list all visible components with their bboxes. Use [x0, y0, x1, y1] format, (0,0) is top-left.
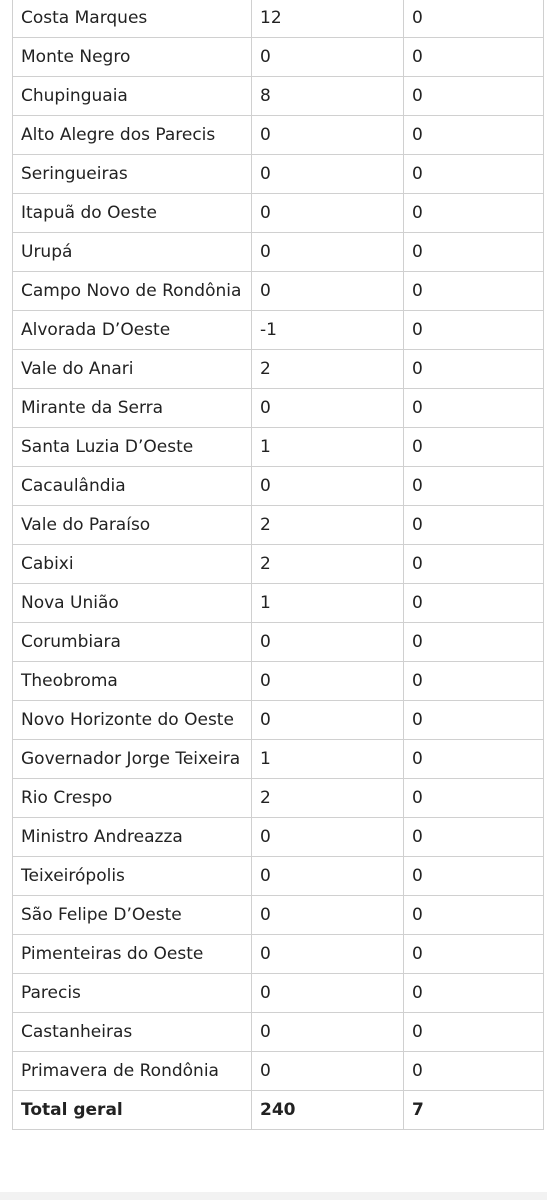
- value-b-cell: 0: [404, 350, 544, 389]
- value-a-cell: 8: [252, 77, 404, 116]
- table-row: [13, 584, 544, 623]
- municipality-cell: Alvorada D’Oeste: [13, 311, 252, 350]
- value-b-cell: 0: [404, 77, 544, 116]
- table-row: [13, 0, 544, 38]
- table-row: [13, 623, 544, 662]
- table-row: [13, 1052, 544, 1091]
- value-b-cell: 0: [404, 155, 544, 194]
- value-a-cell: 0: [252, 194, 404, 233]
- municipality-cell: Seringueiras: [13, 155, 252, 194]
- table-row: [13, 662, 544, 701]
- value-a-cell: 0: [252, 857, 404, 896]
- value-b-cell: 0: [404, 38, 544, 77]
- value-a-cell: 0: [252, 233, 404, 272]
- municipality-cell: São Felipe D’Oeste: [13, 896, 252, 935]
- value-a-cell: 1: [252, 584, 404, 623]
- value-b-cell: 0: [404, 896, 544, 935]
- table-row: [13, 974, 544, 1013]
- value-b-cell: 0: [404, 1013, 544, 1052]
- value-a-cell: 2: [252, 350, 404, 389]
- value-a-cell: 1: [252, 428, 404, 467]
- value-a-cell: 1: [252, 740, 404, 779]
- table-row: [13, 194, 544, 233]
- value-b-cell: 0: [404, 662, 544, 701]
- municipality-cell: Parecis: [13, 974, 252, 1013]
- value-b-cell: 0: [404, 116, 544, 155]
- value-b-cell: 0: [404, 935, 544, 974]
- value-a-cell: 0: [252, 623, 404, 662]
- table-row: [13, 38, 544, 77]
- table-row: [13, 467, 544, 506]
- municipality-cell: Primavera de Rondônia: [13, 1052, 252, 1091]
- table-row: [13, 818, 544, 857]
- municipality-cell: Rio Crespo: [13, 779, 252, 818]
- table-row: [13, 233, 544, 272]
- value-b-cell: 0: [404, 0, 544, 38]
- municipality-cell: Campo Novo de Rondônia: [13, 272, 252, 311]
- table-row: [13, 545, 544, 584]
- municipality-table: [12, 0, 544, 1130]
- value-a-cell: 0: [252, 1013, 404, 1052]
- municipality-cell: Chupinguaia: [13, 77, 252, 116]
- municipality-cell: Novo Horizonte do Oeste: [13, 701, 252, 740]
- municipality-cell: Cabixi: [13, 545, 252, 584]
- table-row: [13, 77, 544, 116]
- value-b-cell: 0: [404, 701, 544, 740]
- value-b-cell: 0: [404, 623, 544, 662]
- municipality-cell: Vale do Paraíso: [13, 506, 252, 545]
- table-row: [13, 389, 544, 428]
- table-row: [13, 428, 544, 467]
- municipality-cell: Ministro Andreazza: [13, 818, 252, 857]
- table-row: [13, 506, 544, 545]
- value-b-cell: 0: [404, 584, 544, 623]
- value-b-cell: 0: [404, 857, 544, 896]
- table-row: [13, 935, 544, 974]
- value-b-cell: 0: [404, 428, 544, 467]
- value-b-cell: 0: [404, 818, 544, 857]
- municipality-cell: Pimenteiras do Oeste: [13, 935, 252, 974]
- municipality-cell: Teixeirópolis: [13, 857, 252, 896]
- table-row: [13, 311, 544, 350]
- value-b-cell: 0: [404, 740, 544, 779]
- table-total-row: [13, 1091, 544, 1130]
- table-row: [13, 740, 544, 779]
- value-b-cell: 0: [404, 1052, 544, 1091]
- value-a-cell: 0: [252, 389, 404, 428]
- value-a-cell: 0: [252, 155, 404, 194]
- table-body: [13, 0, 544, 1130]
- municipality-cell: Nova União: [13, 584, 252, 623]
- table-row: [13, 272, 544, 311]
- value-b-cell: 0: [404, 545, 544, 584]
- value-b-cell: 0: [404, 974, 544, 1013]
- value-a-cell: 0: [252, 974, 404, 1013]
- data-table-container: [12, 0, 543, 1130]
- value-a-cell: 0: [252, 1052, 404, 1091]
- value-b-cell: 0: [404, 506, 544, 545]
- value-a-cell: 2: [252, 545, 404, 584]
- municipality-cell: Governador Jorge Teixeira: [13, 740, 252, 779]
- value-a-cell: 0: [252, 896, 404, 935]
- table-row: [13, 155, 544, 194]
- table-row: [13, 857, 544, 896]
- value-b-cell: 0: [404, 467, 544, 506]
- page-footer-strip: [0, 1192, 547, 1200]
- value-b-cell: 0: [404, 389, 544, 428]
- municipality-cell: Costa Marques: [13, 0, 252, 38]
- value-a-cell: -1: [252, 311, 404, 350]
- table-row: [13, 350, 544, 389]
- value-a-cell: 0: [252, 38, 404, 77]
- total-a-cell: 240: [252, 1091, 404, 1130]
- value-a-cell: 0: [252, 116, 404, 155]
- municipality-cell: Vale do Anari: [13, 350, 252, 389]
- municipality-cell: Urupá: [13, 233, 252, 272]
- municipality-cell: Mirante da Serra: [13, 389, 252, 428]
- municipality-cell: Theobroma: [13, 662, 252, 701]
- table-row: [13, 779, 544, 818]
- value-a-cell: 12: [252, 0, 404, 38]
- value-a-cell: 0: [252, 935, 404, 974]
- value-a-cell: 0: [252, 662, 404, 701]
- municipality-cell: Castanheiras: [13, 1013, 252, 1052]
- value-b-cell: 0: [404, 233, 544, 272]
- municipality-cell: Cacaulândia: [13, 467, 252, 506]
- value-a-cell: 0: [252, 701, 404, 740]
- table-row: [13, 701, 544, 740]
- municipality-cell: Alto Alegre dos Parecis: [13, 116, 252, 155]
- value-b-cell: 0: [404, 272, 544, 311]
- value-a-cell: 2: [252, 506, 404, 545]
- value-a-cell: 0: [252, 467, 404, 506]
- total-b-cell: 7: [404, 1091, 544, 1130]
- value-a-cell: 0: [252, 818, 404, 857]
- table-row: [13, 896, 544, 935]
- value-b-cell: 0: [404, 194, 544, 233]
- municipality-cell: Santa Luzia D’Oeste: [13, 428, 252, 467]
- value-a-cell: 2: [252, 779, 404, 818]
- table-row: [13, 116, 544, 155]
- municipality-cell: Corumbiara: [13, 623, 252, 662]
- value-a-cell: 0: [252, 272, 404, 311]
- municipality-cell: Itapuã do Oeste: [13, 194, 252, 233]
- municipality-cell: Monte Negro: [13, 38, 252, 77]
- value-b-cell: 0: [404, 779, 544, 818]
- table-row: [13, 1013, 544, 1052]
- value-b-cell: 0: [404, 311, 544, 350]
- total-label-cell: Total geral: [13, 1091, 252, 1130]
